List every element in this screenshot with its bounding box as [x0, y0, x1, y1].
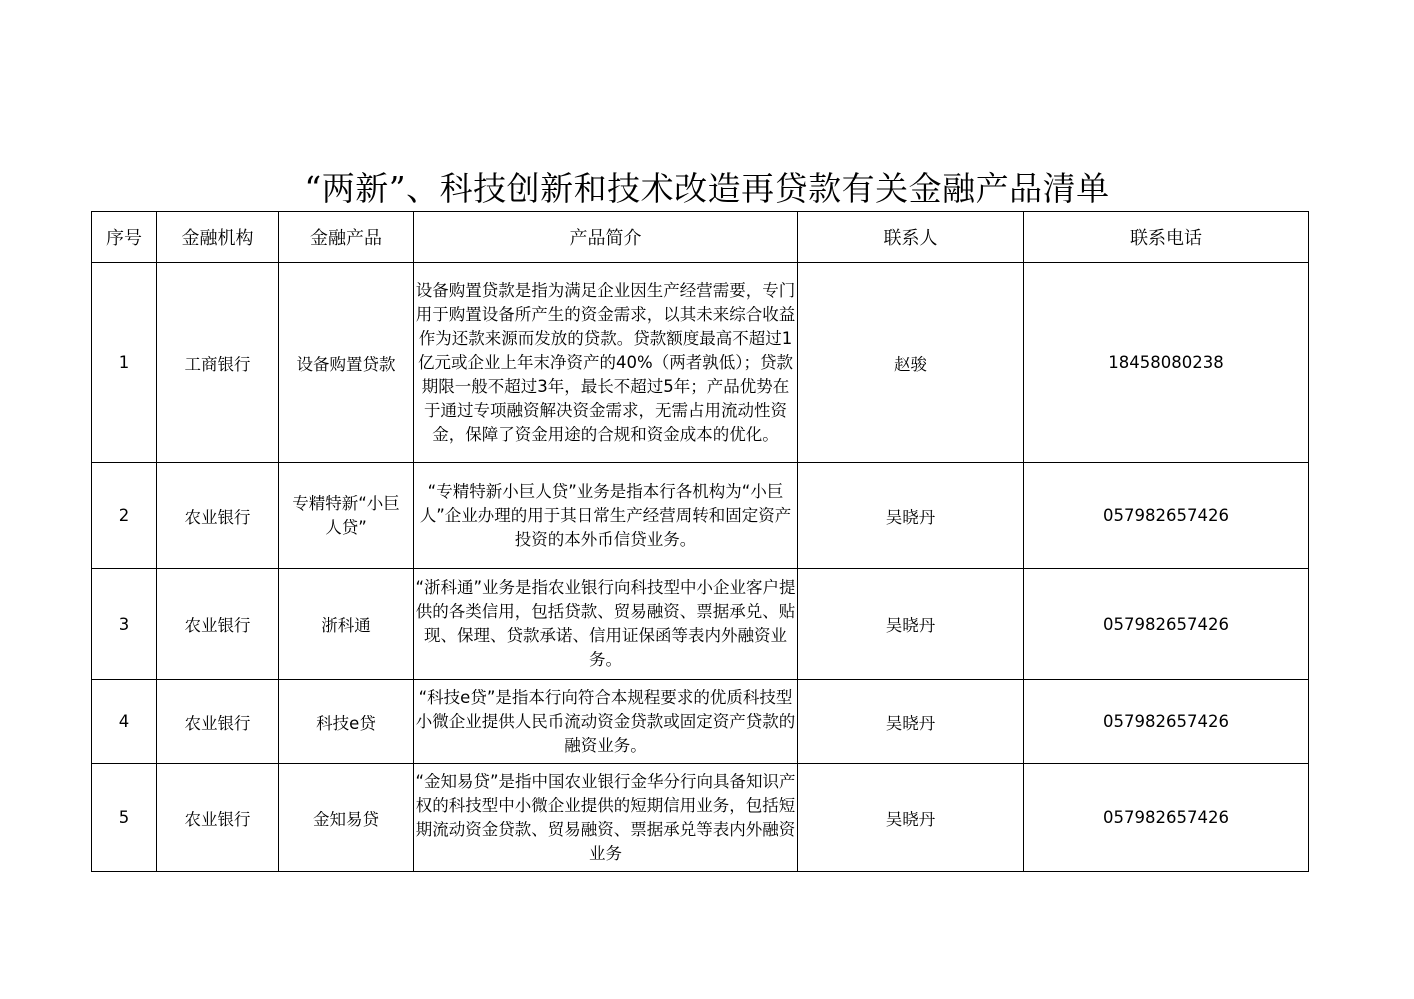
- cell-no: 4: [92, 680, 157, 764]
- cell-contact: 吴晓丹: [798, 463, 1024, 569]
- cell-no: 5: [92, 764, 157, 872]
- header-no: 序号: [92, 212, 157, 263]
- cell-product: 浙科通: [279, 569, 414, 680]
- product-table: [91, 211, 1309, 872]
- header-contact: 联系人: [798, 212, 1024, 263]
- document-title: “两新”、科技创新和技术改造再贷款有关金融产品清单: [304, 169, 1110, 208]
- cell-phone: 057982657426: [1024, 680, 1309, 764]
- table-row: [92, 764, 1309, 872]
- header-institution: 金融机构: [157, 212, 279, 263]
- header-description: 产品简介: [414, 212, 798, 263]
- cell-phone: 057982657426: [1024, 569, 1309, 680]
- cell-contact: 赵骏: [798, 263, 1024, 463]
- table-row: [92, 263, 1309, 463]
- cell-description: “金知易贷”是指中国农业银行金华分行向具备知识产权的科技型中小微企业提供的短期信用业务，包括短期流动资金贷款、贸易融资、票据承兑等表内外融资业务: [414, 764, 798, 872]
- table-row: [92, 463, 1309, 569]
- cell-product: 科技e贷: [279, 680, 414, 764]
- header-phone: 联系电话: [1024, 212, 1309, 263]
- cell-institution: 农业银行: [157, 764, 279, 872]
- cell-product: 设备购置贷款: [279, 263, 414, 463]
- cell-description: “浙科通”业务是指农业银行向科技型中小企业客户提供的各类信用，包括贷款、贸易融资、票据承兑、贴现、保理、贷款承诺、信用证保函等表内外融资业务。: [414, 569, 798, 680]
- cell-no: 1: [92, 263, 157, 463]
- cell-contact: 吴晓丹: [798, 569, 1024, 680]
- cell-phone: 057982657426: [1024, 764, 1309, 872]
- cell-contact: 吴晓丹: [798, 680, 1024, 764]
- cell-institution: 农业银行: [157, 680, 279, 764]
- cell-product: 专精特新“小巨人贷”: [279, 463, 414, 569]
- cell-description: “科技e贷”是指本行向符合本规程要求的优质科技型小微企业提供人民币流动资金贷款或固定资产贷款的融资业务。: [414, 680, 798, 764]
- description-text: 设备购置贷款是指为满足企业因生产经营需要，专门用于购置设备所产生的资金需求，以其未来综合收益作为还款来源而发放的贷款。贷款额度最高不超过1亿元或企业上年末净资产的40%（两者孰低）；贷款期限一般不超过3年，最长不超过5年；产品优势在于通过专项融资解决资金需求，无需占用流动性资金，保障了资金用途的合规和资金成本的优化。: [415, 280, 796, 444]
- cell-institution: 农业银行: [157, 463, 279, 569]
- cell-description: “专精特新小巨人贷”业务是指本行各机构为“小巨人”企业办理的用于其日常生产经营周转和固定资产投资的本外币信贷业务。: [414, 463, 798, 569]
- cell-phone: 18458080238: [1024, 263, 1309, 463]
- cell-contact: 吴晓丹: [798, 764, 1024, 872]
- cell-phone: 057982657426: [1024, 463, 1309, 569]
- cell-institution: 工商银行: [157, 263, 279, 463]
- table-row: [92, 569, 1309, 680]
- table-header-row: [92, 212, 1309, 263]
- header-product: 金融产品: [279, 212, 414, 263]
- cell-product: 金知易贷: [279, 764, 414, 872]
- cell-institution: 农业银行: [157, 569, 279, 680]
- cell-description: [414, 263, 798, 463]
- table-row: [92, 680, 1309, 764]
- cell-no: 2: [92, 463, 157, 569]
- cell-no: 3: [92, 569, 157, 680]
